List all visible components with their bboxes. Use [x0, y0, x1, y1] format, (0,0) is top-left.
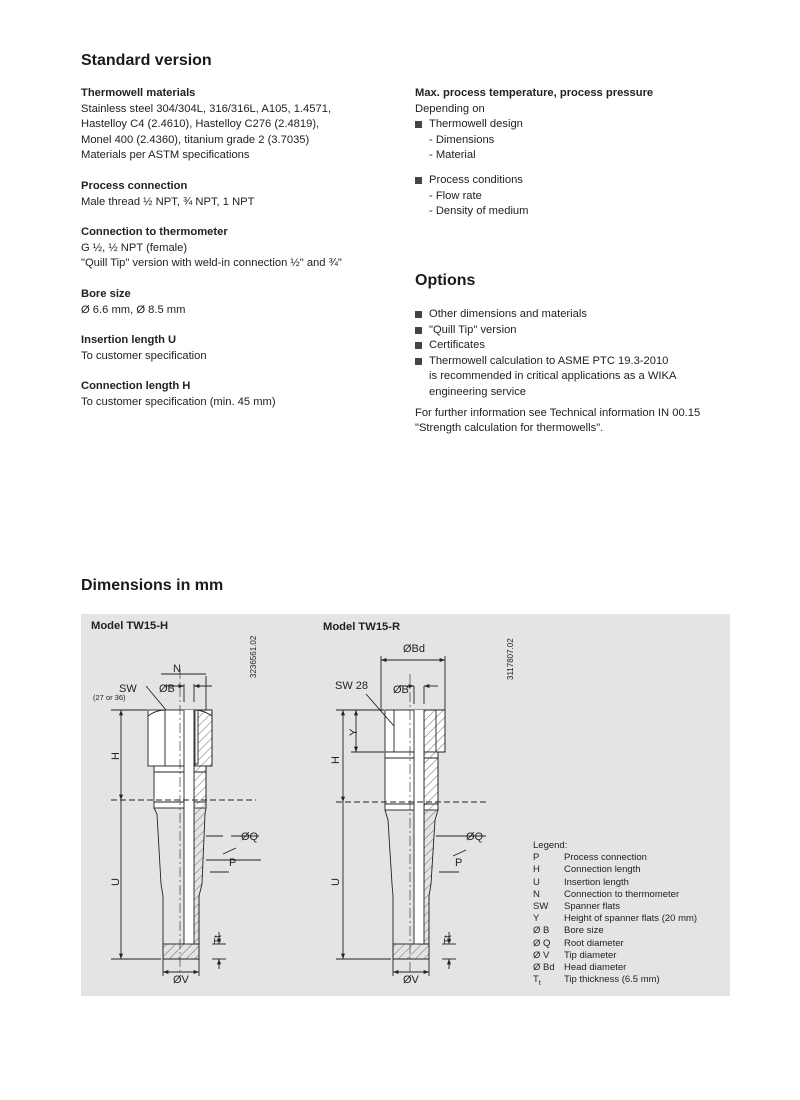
option-item: Thermowell calculation to ASME PTC 19.3-2010	[415, 354, 735, 370]
materials-line: Monel 400 (2.4360), titanium grade 2 (3.7035)	[81, 133, 310, 146]
standard-left-column	[81, 86, 391, 426]
label-tt-r: Tt	[443, 935, 454, 944]
insertion-line: To customer specification	[81, 349, 207, 362]
legend	[533, 840, 697, 990]
max-process-title: Max. process temperature, process pressure	[415, 87, 654, 99]
connection-line: "Quill Tip" version with weld-in connection ½" and ¾"	[81, 257, 342, 270]
model-tw15-r-label: Model TW15-R	[323, 621, 401, 633]
conn-length-block	[81, 379, 391, 410]
bullet-square-icon	[415, 327, 422, 334]
section-heading-options: Options	[415, 272, 476, 289]
insertion-block	[81, 333, 391, 364]
legend-row: H Connection length	[533, 864, 641, 876]
label-h: H	[110, 752, 122, 760]
drawing-tw15-h-labels	[93, 635, 259, 986]
bore-block	[81, 287, 391, 318]
bore-title: Bore size	[81, 287, 131, 300]
options-note-line: For further information see Technical information IN 00.15	[415, 406, 701, 419]
dimensions-panel	[81, 614, 730, 996]
sub-item: - Material	[429, 149, 476, 162]
bullet-square-icon	[415, 358, 422, 365]
model-tw15-h-label: Model TW15-H	[91, 620, 169, 632]
label-u: U	[110, 878, 122, 886]
legend-row: Ø Q Root diameter	[533, 937, 624, 949]
label-n: N	[173, 663, 181, 675]
legend-row: N Connection to thermometer	[533, 888, 680, 900]
sub-item: - Flow rate	[429, 189, 482, 202]
label-sw-note: (27 or 36)	[93, 693, 126, 702]
drawing-tw15-h	[111, 669, 261, 976]
legend-row: SW Spanner flats	[533, 901, 620, 913]
process-connection-line: Male thread ½ NPT, ¾ NPT, 1 NPT	[81, 195, 255, 208]
option-item-continuation: engineering service	[429, 385, 527, 398]
option-item: Certificates	[415, 338, 735, 354]
conn-length-line: To customer specification (min. 45 mm)	[81, 395, 276, 408]
connection-line: G ½, ½ NPT (female)	[81, 241, 188, 254]
sub-item: - Dimensions	[429, 133, 495, 146]
bore-line: Ø 6.6 mm, Ø 8.5 mm	[81, 303, 186, 316]
label-q-r: ØQ	[466, 831, 484, 843]
legend-title: Legend:	[533, 840, 568, 851]
label-p: P	[229, 857, 237, 869]
insertion-title: Insertion length U	[81, 334, 177, 347]
legend-row: U Insertion length	[533, 876, 629, 888]
conn-length-title: Connection length H	[81, 380, 191, 393]
bullet-square-icon	[415, 177, 422, 184]
legend-row: Ø B Bore size	[533, 925, 604, 937]
options-note-line: "Strength calculation for thermowells".	[415, 422, 604, 435]
label-v-r: ØV	[403, 974, 419, 986]
legend-row: Y Height of spanner flats (20 mm)	[533, 913, 698, 925]
legend-row: Ø V Tip diameter	[533, 949, 617, 961]
process-connection-title: Process connection	[81, 179, 188, 192]
sub-item: - Density of medium	[429, 205, 529, 218]
bullet-thermowell-design: Thermowell design	[415, 117, 735, 133]
materials-line: Materials per ASTM specifications	[81, 149, 250, 162]
bullet-square-icon	[415, 342, 422, 349]
connection-block	[81, 225, 391, 272]
legend-row-tt: $T_t$ Tip thickness (6.5 mm)	[533, 974, 660, 988]
label-bore-b: ØB	[159, 683, 175, 695]
label-p-r: P	[455, 857, 463, 869]
drawing-tw15-r	[336, 656, 486, 976]
materials-title: Thermowell materials	[81, 87, 196, 99]
connection-title: Connection to thermometer	[81, 226, 228, 239]
option-item-continuation: is recommended in critical applications as a WIKA	[429, 370, 677, 383]
bullet-square-icon	[415, 121, 422, 128]
option-item: "Quill Tip" version	[415, 323, 735, 339]
options-list	[415, 307, 735, 437]
label-y: Y	[348, 728, 360, 736]
legend-row: P Process connection	[533, 852, 647, 864]
label-tt: Tt	[213, 935, 224, 944]
section-heading-dimensions: Dimensions in mm	[81, 577, 224, 594]
label-q: ØQ	[241, 831, 259, 843]
label-bore-b-r: ØB	[393, 684, 409, 696]
label-bd: ØBd	[403, 643, 426, 655]
materials-line: Stainless steel 304/304L, 316/316L, A105, 1.4571,	[81, 102, 332, 115]
drawing-code-h: 3236561.02	[249, 635, 258, 678]
bullet-square-icon	[415, 311, 422, 318]
label-u-r: U	[330, 878, 342, 886]
max-process-intro: Depending on	[415, 102, 485, 115]
label-sw: SW	[119, 683, 137, 695]
process-connection-block	[81, 179, 391, 210]
label-v: ØV	[173, 974, 189, 986]
materials-block	[81, 86, 391, 164]
max-process-block	[415, 86, 735, 220]
drawing-code-r: 3117807.02	[506, 638, 515, 680]
option-item: Other dimensions and materials	[415, 307, 735, 323]
label-h-r: H	[330, 756, 342, 764]
label-sw-28: SW 28	[335, 680, 369, 692]
legend-row: Ø Bd Head diameter	[533, 962, 627, 974]
bullet-process-conditions: Process conditions	[415, 173, 735, 189]
section-heading-standard: Standard version	[81, 52, 212, 69]
materials-line: Hastelloy C4 (2.4610), Hastelloy C276 (2.4819),	[81, 118, 320, 131]
